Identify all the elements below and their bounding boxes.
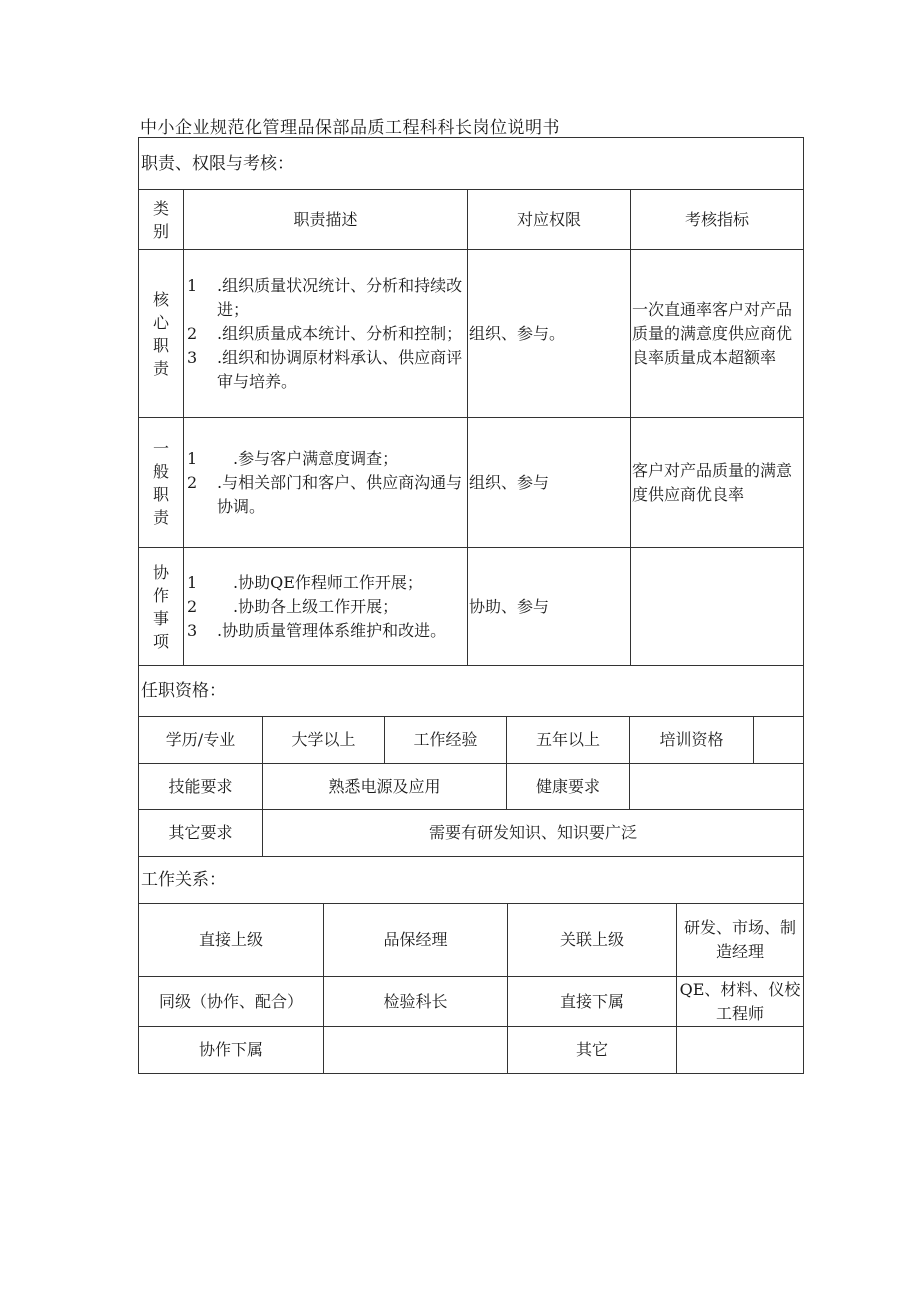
- category-cell: 核 心 职 责: [139, 250, 184, 418]
- coop-subordinate-value: [324, 1027, 508, 1074]
- experience-value: 五年以上: [507, 717, 630, 764]
- duty-authority: 组织、参与。: [468, 250, 631, 418]
- relations-section-heading: 工作关系：: [139, 857, 804, 904]
- other-requirements-label: 其它要求: [139, 810, 263, 857]
- authority-header: 对应权限: [468, 190, 631, 250]
- training-label: 培训资格: [630, 717, 754, 764]
- duties-table: [138, 137, 804, 717]
- category-cell: 协 作 事 项: [139, 548, 184, 666]
- coop-subordinate-label: 协作下属: [139, 1027, 324, 1074]
- kpi-header: 考核指标: [631, 190, 804, 250]
- duty-item: 2 .组织质量成本统计、分析和控制；: [187, 323, 463, 343]
- skills-value: 熟悉电源及应用: [263, 764, 507, 810]
- qualifications-table: [138, 716, 804, 857]
- duty-description: [184, 548, 468, 666]
- peer-label: 同级（协作、配合）: [139, 977, 324, 1027]
- direct-superior-label: 直接上级: [139, 904, 324, 977]
- duties-section-heading: 职责、权限与考核：: [139, 138, 804, 190]
- duty-item: 1 .参与客户满意度调查；: [187, 448, 399, 468]
- relations-table: [138, 856, 804, 1074]
- skills-label: 技能要求: [139, 764, 263, 810]
- qualifications-section-heading: 任职资格：: [139, 666, 804, 717]
- document-title: 中小企业规范化管理品保部品质工程科科长岗位说明书: [140, 118, 560, 138]
- other-requirements-value: 需要有研发知识、知识要广泛: [263, 810, 804, 857]
- training-value: [754, 717, 804, 764]
- description-header: 职责描述: [184, 190, 468, 250]
- duty-item: 3 .组织和协调原材料承认、供应商评审与培养。: [187, 347, 463, 391]
- direct-subordinate-value: QE、材料、仪校工程师: [677, 977, 804, 1027]
- duty-item: 3 .协助质量管理体系维护和改进。: [187, 620, 447, 640]
- direct-superior-value: 品保经理: [324, 904, 508, 977]
- duty-description: [184, 250, 468, 418]
- duty-kpi: 客户对产品质量的满意度供应商优良率: [631, 418, 804, 548]
- duty-kpi: 一次直通率客户对产品质量的满意度供应商优良率质量成本超额率: [631, 250, 804, 418]
- duty-item: 2 .与相关部门和客户、供应商沟通与协调。: [187, 472, 463, 516]
- duty-description: [184, 418, 468, 548]
- duty-authority: 协助、参与: [468, 548, 631, 666]
- duty-authority: 组织、参与: [468, 418, 631, 548]
- peer-value: 检验科长: [324, 977, 508, 1027]
- direct-subordinate-label: 直接下属: [508, 977, 677, 1027]
- education-label: 学历/专业: [139, 717, 263, 764]
- category-cell: 一 般 职 责: [139, 418, 184, 548]
- related-superior-value: 研发、市场、制造经理: [677, 904, 804, 977]
- duty-row-general: [139, 418, 804, 548]
- other-relation-label: 其它: [508, 1027, 677, 1074]
- other-relation-value: [677, 1027, 804, 1074]
- duty-item: 2 .协助各上级工作开展；: [187, 596, 399, 616]
- category-header: 类 别: [139, 190, 184, 250]
- duty-item: 1 .组织质量状况统计、分析和持续改进；: [187, 275, 463, 319]
- duty-kpi: [631, 548, 804, 666]
- health-label: 健康要求: [507, 764, 630, 810]
- related-superior-label: 关联上级: [508, 904, 677, 977]
- duty-row-cooperation: [139, 548, 804, 666]
- health-value: [630, 764, 804, 810]
- duty-item: 1 .协助QE作程师工作开展；: [187, 572, 423, 592]
- duty-row-core: [139, 250, 804, 418]
- experience-label: 工作经验: [385, 717, 507, 764]
- education-value: 大学以上: [263, 717, 385, 764]
